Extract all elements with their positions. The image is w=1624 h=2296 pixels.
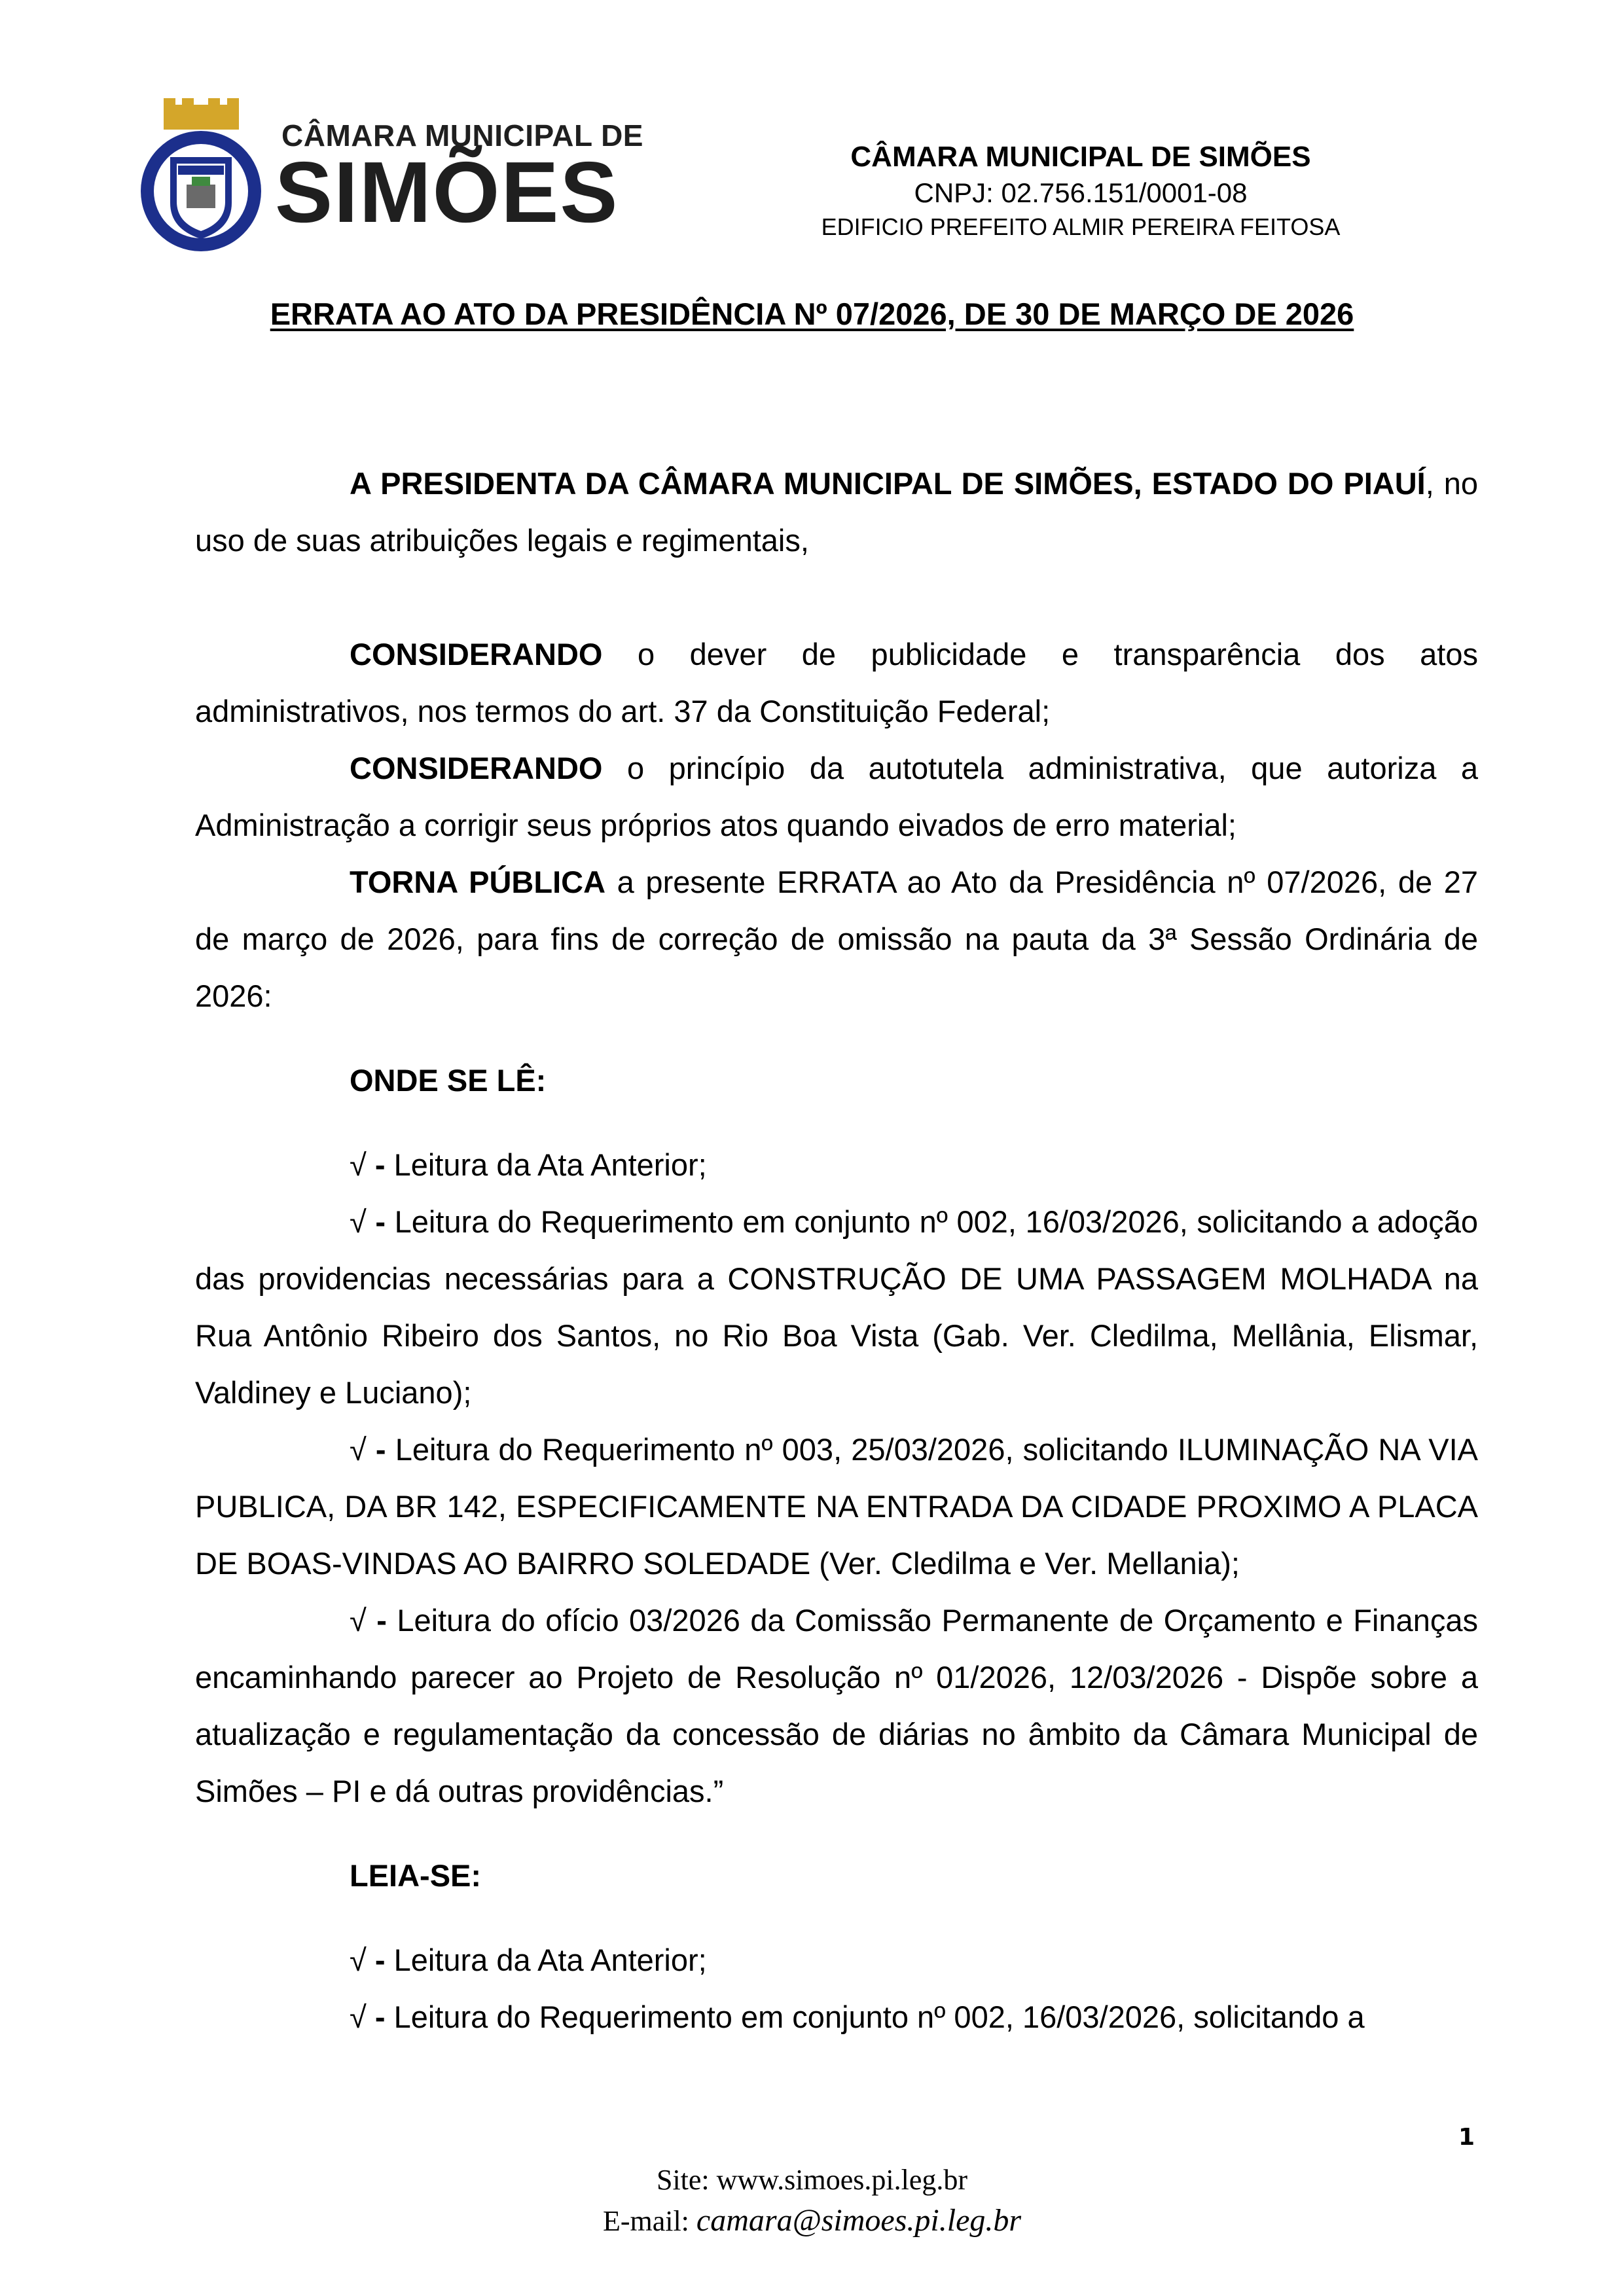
- list-item: [195, 1592, 1478, 1820]
- check-icon: √: [350, 1204, 367, 1239]
- intro-bold: A PRESIDENTA DA CÂMARA MUNICIPAL DE SIMÕES, ESTADO DO PIAUÍ: [350, 466, 1426, 501]
- page-number: 1: [1458, 2124, 1475, 2151]
- check-icon: √: [350, 1432, 367, 1467]
- torna-publica-paragraph: [195, 853, 1478, 1024]
- coat-of-arms-icon: [124, 98, 278, 255]
- considerando-2-text: o princípio da autotutela administrativa, que autoriza a Administração a corrigir seus próprios atos quando eivados de erro material;: [195, 751, 1478, 842]
- item-dash: -: [366, 2000, 394, 2034]
- considerando-1-text: o dever de publicidade e transparência dos atos administrativos, nos termos do art. 37 da Constituição Federal;: [195, 637, 1478, 728]
- item-dash: -: [366, 1603, 397, 1638]
- torna-publica-bold: TORNA PÚBLICA: [350, 865, 606, 899]
- list-item: [195, 1421, 1478, 1592]
- considerando-paragraph-1: [195, 626, 1478, 740]
- footer-site: [0, 2160, 1624, 2200]
- item-text: Leitura do Requerimento nº 003, 25/03/2026, solicitando ILUMINAÇÃO NA VIA PUBLICA, DA BR 142, ESPECIFICAMENTE NA ENTRADA DA CIDADE PROXIMO A PLACA DE BOAS-VINDAS AO BAIRRO SOLEDADE (Ver. Cledilma e Ver. Mellania);: [195, 1432, 1478, 1581]
- leia-se-heading: LEIA-SE:: [350, 1858, 482, 1893]
- item-text: Leitura do Requerimento em conjunto nº 002, 16/03/2026, solicitando a adoção das providencias necessárias para a CONSTRUÇÃO DE UMA PASSAGEM MOLHADA na Rua Antônio Ribeiro dos Santos, no Rio Boa Vista (Gab. Ver. Cledilma, Mellânia, Elismar, Valdiney e Luciano);: [195, 1204, 1478, 1410]
- check-icon: √: [350, 1943, 367, 1977]
- item-dash: -: [366, 1432, 395, 1467]
- considerando-2-bold: CONSIDERANDO: [350, 751, 603, 785]
- document-body: [195, 455, 1478, 2045]
- footer-email-label: E-mail:: [602, 2205, 696, 2237]
- item-text: Leitura da Ata Anterior;: [393, 1943, 707, 1977]
- footer-site-label: Site:: [656, 2164, 717, 2196]
- item-dash: -: [366, 1147, 394, 1182]
- list-item: [195, 1136, 1478, 1193]
- item-text: Leitura da Ata Anterior;: [393, 1147, 707, 1182]
- organization-name: CÂMARA MUNICIPAL DE SIMÕES: [850, 141, 1311, 173]
- document-title: ERRATA AO ATO DA PRESIDÊNCIA Nº 07/2026, DE 30 DE MARÇO DE 2026: [270, 296, 1354, 331]
- item-text: Leitura do ofício 03/2026 da Comissão Permanente de Orçamento e Finanças encaminhando parecer ao Projeto de Resolução nº 01/2026, 12/03/2026 - Dispõe sobre a atualização e regulamentação da concessão de diárias no âmbito da Câmara Municipal de Simões – PI e dá outras providências.”: [195, 1603, 1478, 1808]
- footer: [0, 2160, 1624, 2242]
- check-icon: √: [350, 2000, 367, 2034]
- check-icon: √: [350, 1603, 367, 1638]
- intro-text: , no uso de suas atribuições legais e regimentais,: [195, 466, 1478, 558]
- organization-cnpj: CNPJ: 02.756.151/0001-08: [914, 177, 1248, 208]
- item-dash: -: [366, 1943, 394, 1977]
- intro-paragraph: [195, 455, 1478, 569]
- organization-building: EDIFICIO PREFEITO ALMIR PEREIRA FEITOSA: [821, 213, 1341, 240]
- organization-header: [753, 139, 1408, 243]
- item-dash: -: [366, 1204, 395, 1239]
- considerando-1-bold: CONSIDERANDO: [350, 637, 603, 672]
- list-item: [195, 1193, 1478, 1421]
- check-icon: √: [350, 1147, 367, 1182]
- logo-text-main: SIMÕES: [275, 144, 619, 240]
- footer-site-link[interactable]: www.simoes.pi.leg.br: [716, 2164, 967, 2196]
- logo: [124, 98, 643, 255]
- list-item: [195, 1988, 1478, 2045]
- considerando-paragraph-2: [195, 740, 1478, 853]
- list-item: [195, 1931, 1478, 1988]
- footer-email-link[interactable]: camara@simoes.pi.leg.br: [696, 2203, 1022, 2238]
- onde-se-le-heading: ONDE SE LÊ:: [350, 1063, 547, 1098]
- footer-email: [0, 2200, 1624, 2242]
- item-text: Leitura do Requerimento em conjunto nº 002, 16/03/2026, solicitando a: [393, 2000, 1365, 2034]
- torna-publica-text: a presente ERRATA ao Ato da Presidência nº 07/2026, de 27 de março de 2026, para fins de correção de omissão na pauta da 3ª Sessão Ordinária de 2026:: [195, 865, 1479, 1013]
- logo-text-top: CÂMARA MUNICIPAL DE: [281, 118, 643, 152]
